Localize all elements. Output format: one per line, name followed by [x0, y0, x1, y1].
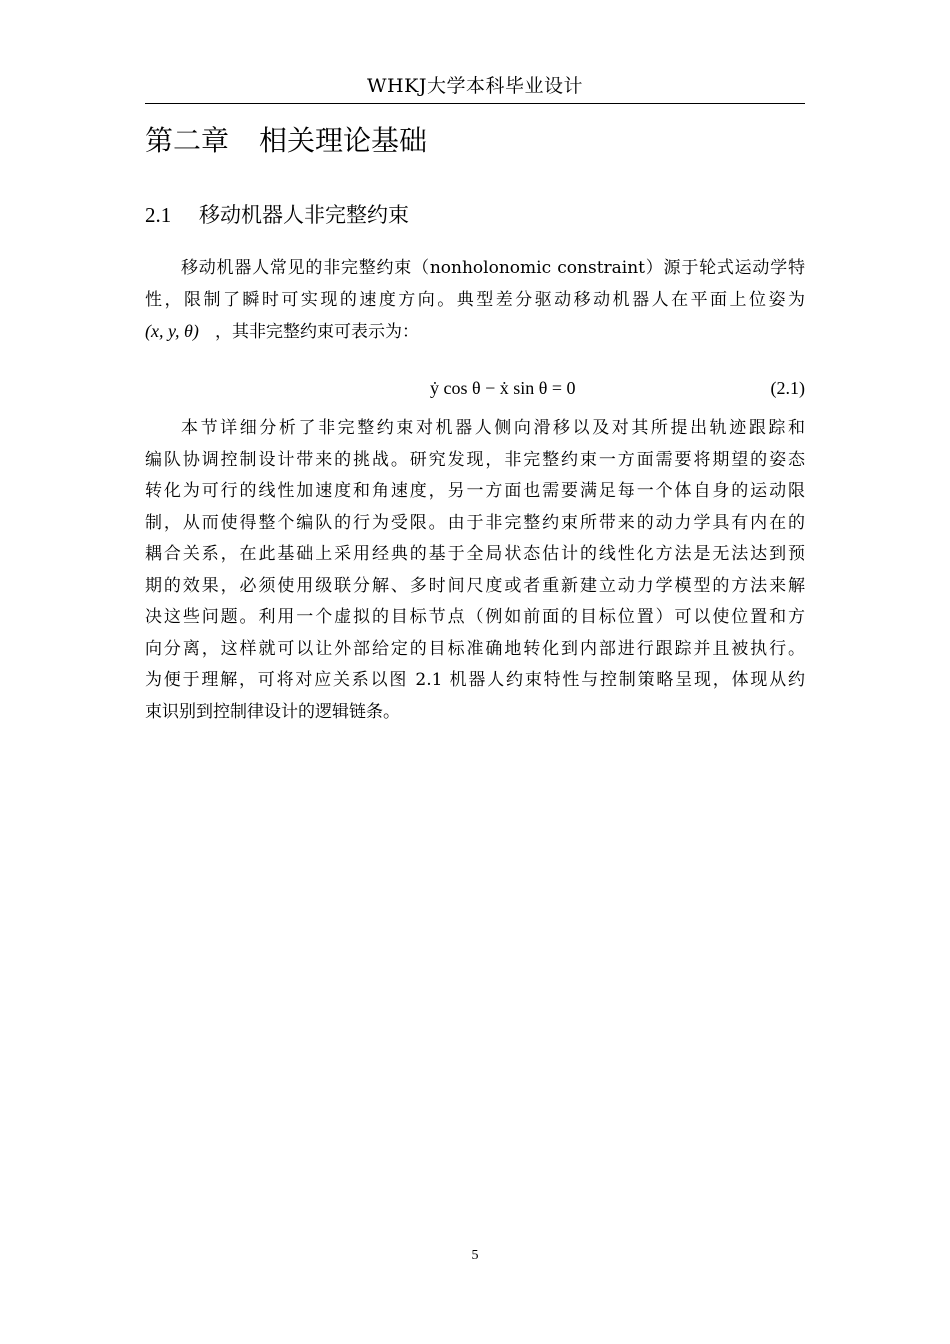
paragraph-line: 转化为可行的线性加速度和角速度，另一方面也需要满足每一个体自身的运动限 [145, 481, 805, 501]
paragraph-line: 期的效果，必须使用级联分解、多时间尺度或者重新建立动力学模型的方法来解 [145, 575, 805, 596]
paragraph-line: 性，限制了瞬时可实现的速度方向。典型差分驱动移动机器人在平面上位姿为 [145, 289, 805, 310]
equation-block [145, 372, 805, 404]
section-heading [145, 200, 409, 230]
paragraph-intro [145, 253, 805, 348]
paragraph-analysis [145, 413, 805, 728]
paragraph-line: 束识别到控制律设计的逻辑链条。 [145, 701, 400, 722]
chapter-number: 第二章 [145, 124, 230, 157]
paragraph-line: 向分离，这样就可以让外部给定的目标准确地转化到内部进行跟踪并且被执行。 [145, 638, 805, 659]
paragraph-line: 为便于理解，可将对应关系以图 2.1 机器人约束特性与控制策略呈现，体现从约 [145, 670, 805, 690]
equation-number: (2.1) [770, 378, 805, 398]
chapter-title [145, 122, 427, 160]
header-rule [145, 103, 805, 104]
paragraph-line [145, 316, 805, 348]
paragraph-line-text: ，其非完整约束可表示为： [215, 322, 420, 342]
section-number: 2.1 [145, 203, 172, 227]
page-number: 5 [471, 1248, 479, 1263]
paragraph-line: 决这些问题。利用一个虚拟的目标节点（例如前面的目标位置）可以使位置和方 [145, 607, 805, 627]
equation: ẏ cos θ − ẋ sin θ = 0 [430, 378, 576, 398]
chapter-name: 相关理论基础 [259, 124, 428, 157]
paragraph-line: 耦合关系，在此基础上采用经典的基于全局状态估计的线性化方法是无法达到预 [145, 544, 805, 564]
paragraph-line: 编队协调控制设计带来的挑战。研究发现，非完整约束一方面需要将期望的姿态 [145, 449, 805, 470]
pose-expression: (x, y, θ) [145, 321, 199, 341]
section-name: 移动机器人非完整约束 [199, 203, 409, 227]
running-header: WHKJ大学本科毕业设计 [367, 75, 583, 97]
paragraph-line: 本节详细分析了非完整约束对机器人侧向滑移以及对其所提出轨迹跟踪和 [181, 418, 805, 438]
paragraph-line: 移动机器人常见的非完整约束（nonholonomic constraint）源于轮式运动学特 [181, 258, 805, 278]
paragraph-line: 制，从而使得整个编队的行为受限。由于非完整约束所带来的动力学具有内在的 [145, 512, 805, 533]
